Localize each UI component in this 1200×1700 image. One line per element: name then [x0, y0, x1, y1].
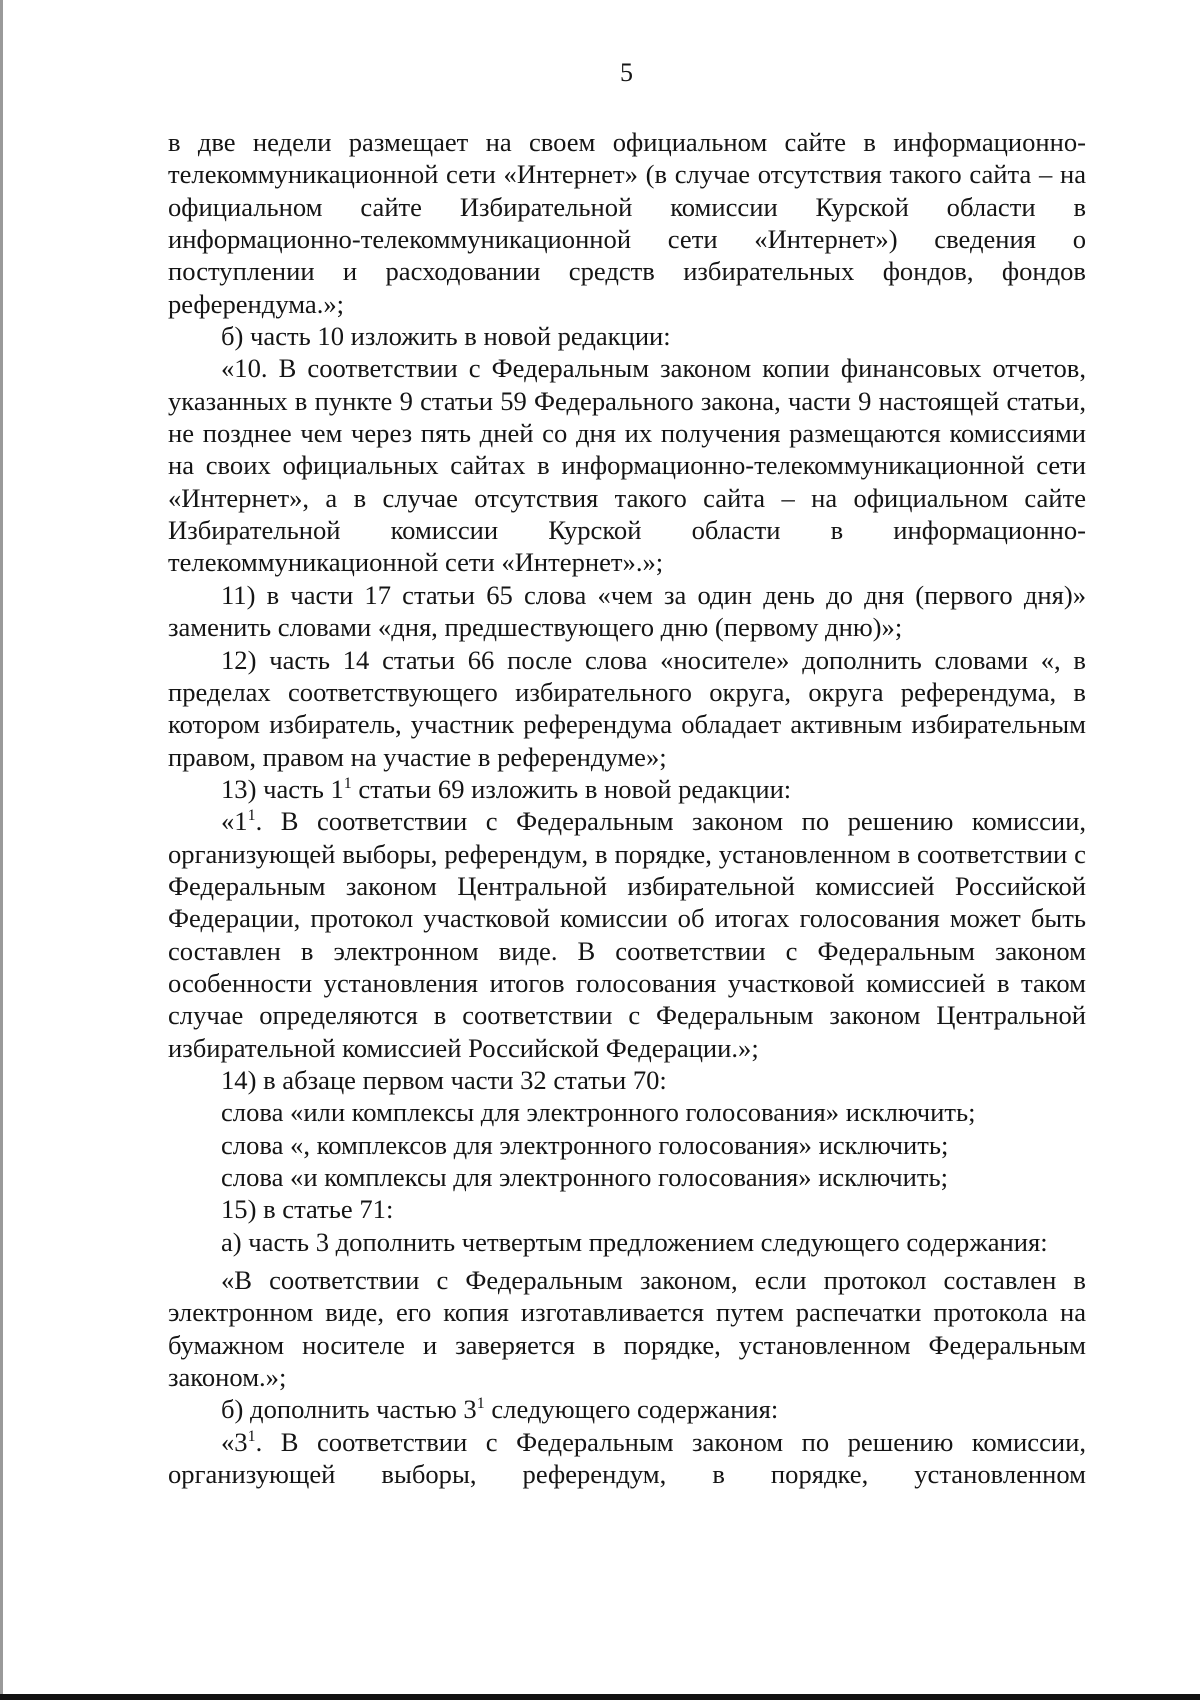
paragraph-part-1-1-text-end: . В соответствии с Федеральным законом по решению комиссии, организующей выборы, референдум, в порядке, установленном в соответствии с Федеральным законом Центральной избирательной комиссией Российской Федерации, протокол участковой комиссии об итогах голосования может быть составлен в электронном виде. В соответствии с Федеральным законом особенности установления итогов голосования участковой комиссией в таком случае определяются в соответствии с Федеральным законом Центральной избирательной комиссией Российской Федерации.»;	[168, 806, 1086, 1063]
superscript: 1	[343, 774, 352, 792]
paragraph-part-3-1-text	[168, 1426, 1086, 1491]
document-body	[168, 126, 1086, 1490]
paragraph-item-a-part-3: а) часть 3 дополнить четвертым предложением следующего содержания:	[221, 1226, 1048, 1257]
scan-bottom-edge	[0, 1694, 1200, 1700]
paragraph-words-1: слова «или комплексы для электронного голосования» исключить;	[221, 1097, 976, 1128]
scan-left-edge	[0, 0, 3, 1700]
paragraph-part-3-1-text-start: «3	[221, 1426, 248, 1457]
paragraph-words-3: слова «и комплексы для электронного голосования» исключить;	[221, 1162, 949, 1192]
paragraph-words-2: слова «, комплексов для электронного голосования» исключить;	[221, 1129, 949, 1160]
superscript: 1	[476, 1395, 485, 1413]
paragraph-item-b-text-start: б) дополнить частью 3	[221, 1394, 477, 1425]
paragraph-part-3-1-text-end: . В соответствии с Федеральным законом по решению комиссии, организующей выборы, референдум, в порядке, установленном	[168, 1426, 1086, 1490]
paragraph-item-15: 15) в статье 71:	[221, 1194, 394, 1225]
page-number: 5	[620, 58, 633, 87]
paragraph-item-b-part-10: б) часть 10 изложить в новой редакции:	[221, 321, 671, 352]
paragraph-part-10-text: «10. В соответствии с Федеральным законом копии финансовых отчетов, указанных в пункте 9 статьи 59 Федерального закона, части 9 настоящей статьи, не позднее чем через пять дней со дня их получения размещаются комиссиями на своих официальных сайтах в информационно-телекоммуникационной сети «Интернет», а в случае отсутствия такого сайта – на официальном сайте Избирательной комиссии Курской области в информационно-телекоммуникационной сети «Интернет».»;	[168, 353, 1086, 578]
paragraph-item-b-text-end: следующего содержания:	[484, 1394, 779, 1425]
paragraph-part-1-1-text	[168, 805, 1086, 1064]
superscript: 1	[247, 807, 256, 825]
paragraph-item-12: 12) часть 14 статьи 66 после слова «носителе» дополнить словами «, в пределах соответствующего избирательного округа, округа референдума, в котором избиратель, участник референдума обладает активным избирательным правом, правом на участие в референдуме»;	[168, 644, 1086, 772]
paragraph-item-b-part-3-1	[168, 1393, 1086, 1425]
paragraph-item-13-text-end: статьи 69 изложить в новой редакции:	[351, 773, 792, 804]
superscript: 1	[247, 1427, 256, 1445]
paragraph-item-14: 14) в абзаце первом части 32 статьи 70:	[221, 1064, 667, 1095]
paragraph-part-3-text: «В соответствии с Федеральным законом, если протокол составлен в электронном виде, его копия изготавливается путем распечатки протокола на бумажном носителе и заверяется в порядке, установленном Федеральным законом.»;	[168, 1265, 1086, 1393]
paragraph-part-1-1-text-start: «1	[221, 806, 248, 837]
paragraph-item-13-text-start: 13) часть 1	[221, 773, 344, 804]
paragraph-item-13	[168, 773, 1086, 805]
paragraph-item-11: 11) в части 17 статьи 65 слова «чем за один день до дня (первого дня)» заменить словами «дня, предшествующего дню (первому дню)»;	[168, 579, 1086, 643]
paragraph-continuation: в две недели размещает на своем официальном сайте в информационно-телекоммуникационной сети «Интернет» (в случае отсутствия такого сайта – на официальном сайте Избирательной комиссии Курской области в информационно-телекоммуникационной сети «Интернет») сведения о поступлении и расходовании средств избирательных фондов, фондов референдума.»;	[168, 127, 1086, 319]
